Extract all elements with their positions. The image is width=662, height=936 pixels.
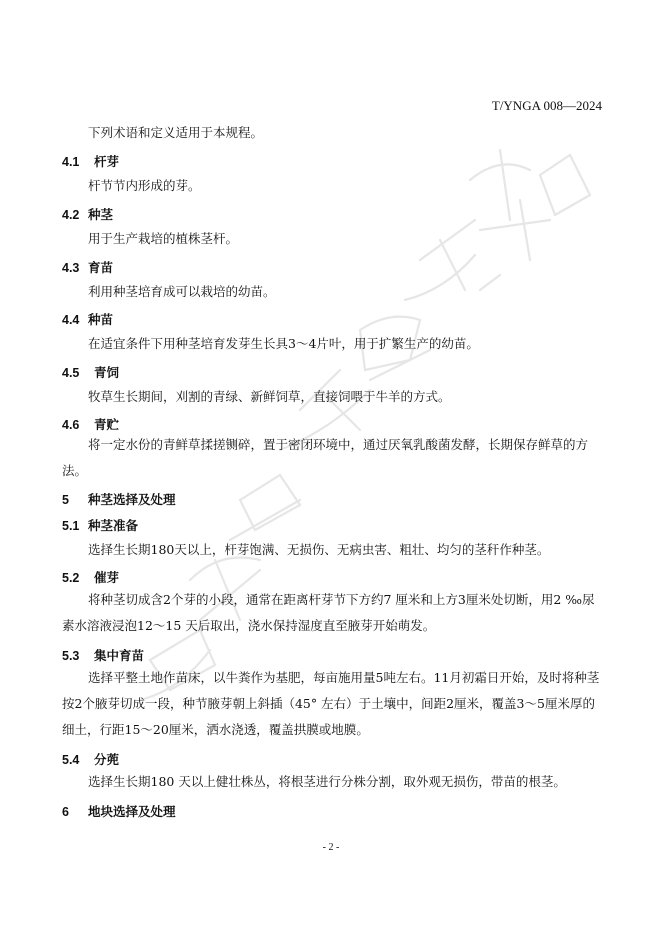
section-title: 集中育苗 bbox=[94, 648, 145, 663]
section-title: 种苗 bbox=[88, 312, 114, 327]
section-number: 4.2 bbox=[62, 208, 80, 222]
section-body-4-1: 杆节节内形成的芽。 bbox=[88, 178, 201, 193]
section-number: 4.4 bbox=[62, 313, 80, 327]
section-number: 5.3 bbox=[62, 649, 80, 663]
section-title: 种茎准备 bbox=[88, 518, 139, 533]
section-heading-4-1 bbox=[62, 152, 119, 170]
section-body-5-4: 选择生长期180 天以上健壮株丛，将根茎进行分株分割，取外观无损伤，带苗的根茎。 bbox=[88, 774, 566, 789]
section-heading-4-2 bbox=[62, 205, 113, 223]
section-body-4-3: 利用种茎培育成可以栽培的幼苗。 bbox=[88, 284, 276, 299]
section-title: 催芽 bbox=[94, 570, 120, 585]
section-number: 4.1 bbox=[62, 155, 80, 169]
section-number: 5.1 bbox=[62, 519, 80, 533]
section-number: 6 bbox=[62, 805, 69, 819]
section-heading-6 bbox=[62, 802, 176, 820]
section-heading-5-3 bbox=[62, 646, 144, 664]
section-heading-4-5 bbox=[62, 363, 119, 381]
section-heading-4-3 bbox=[62, 258, 113, 276]
section-body-4-5: 牧草生长期间，刈割的青绿、新鲜饲草，直接饲喂于牛羊的方式。 bbox=[88, 389, 451, 404]
document-code: T/YNGA 008—2024 bbox=[491, 98, 602, 113]
section-heading-4-6 bbox=[62, 415, 119, 433]
section-title: 分蔸 bbox=[94, 752, 120, 767]
section-body-4-6: 将一定水份的青鲜草揉搓铡碎，置于密闭环境中，通过厌氧乳酸菌发酵，长期保存鲜草的方法。 bbox=[62, 437, 589, 478]
section-heading-5-4 bbox=[62, 750, 119, 768]
section-body-4-2: 用于生产栽培的植株茎杆。 bbox=[88, 231, 239, 246]
section-title: 种茎选择及处理 bbox=[88, 492, 176, 507]
section-heading-5 bbox=[62, 490, 176, 508]
section-number: 4.6 bbox=[62, 418, 80, 432]
section-number: 5.4 bbox=[62, 753, 80, 767]
section-body-5-3: 选择平整土地作苗床，以牛粪作为基肥，每亩施用量5吨左右。11月初霜日开始，及时将种茎按2个腋芽切成一段，种节腋芽朝上斜插（45° 左右）于土壤中，间距2厘米，覆盖3～5厘米厚的细土，行距15～20厘米，洒水浇透，覆盖拱膜或地膜。 bbox=[62, 670, 600, 737]
section-title: 地块选择及处理 bbox=[88, 804, 176, 819]
section-heading-5-2 bbox=[62, 568, 119, 586]
section-title: 青贮 bbox=[94, 417, 120, 432]
intro-text: 下列术语和定义适用于本规程。 bbox=[88, 125, 264, 140]
section-heading-5-1 bbox=[62, 516, 138, 534]
section-title: 青饲 bbox=[94, 365, 120, 380]
section-title: 育苗 bbox=[88, 260, 114, 275]
section-title: 种茎 bbox=[88, 207, 114, 222]
section-number: 5 bbox=[62, 493, 69, 507]
section-body-4-4: 在适宜条件下用种茎培育发芽生长具3～4片叶，用于扩繁生产的幼苗。 bbox=[88, 336, 479, 351]
section-body-5-1: 选择生长期180天以上，杆芽饱满、无损伤、无病虫害、粗壮、均匀的茎秆作种茎。 bbox=[88, 542, 550, 557]
section-title: 杆芽 bbox=[94, 154, 120, 169]
page-number: - 2 - bbox=[322, 842, 340, 853]
section-number: 4.5 bbox=[62, 366, 80, 380]
section-number: 5.2 bbox=[62, 571, 80, 585]
section-number: 4.3 bbox=[62, 261, 80, 275]
section-heading-4-4 bbox=[62, 310, 113, 328]
section-body-5-2: 将种茎切成含2个芽的小段，通常在距离杆芽节下方约7 厘米和上方3厘米处切断，用2 ‰尿素水溶液浸泡12～15 天后取出，浇水保持湿度直至腋芽开始萌发。 bbox=[62, 592, 595, 633]
